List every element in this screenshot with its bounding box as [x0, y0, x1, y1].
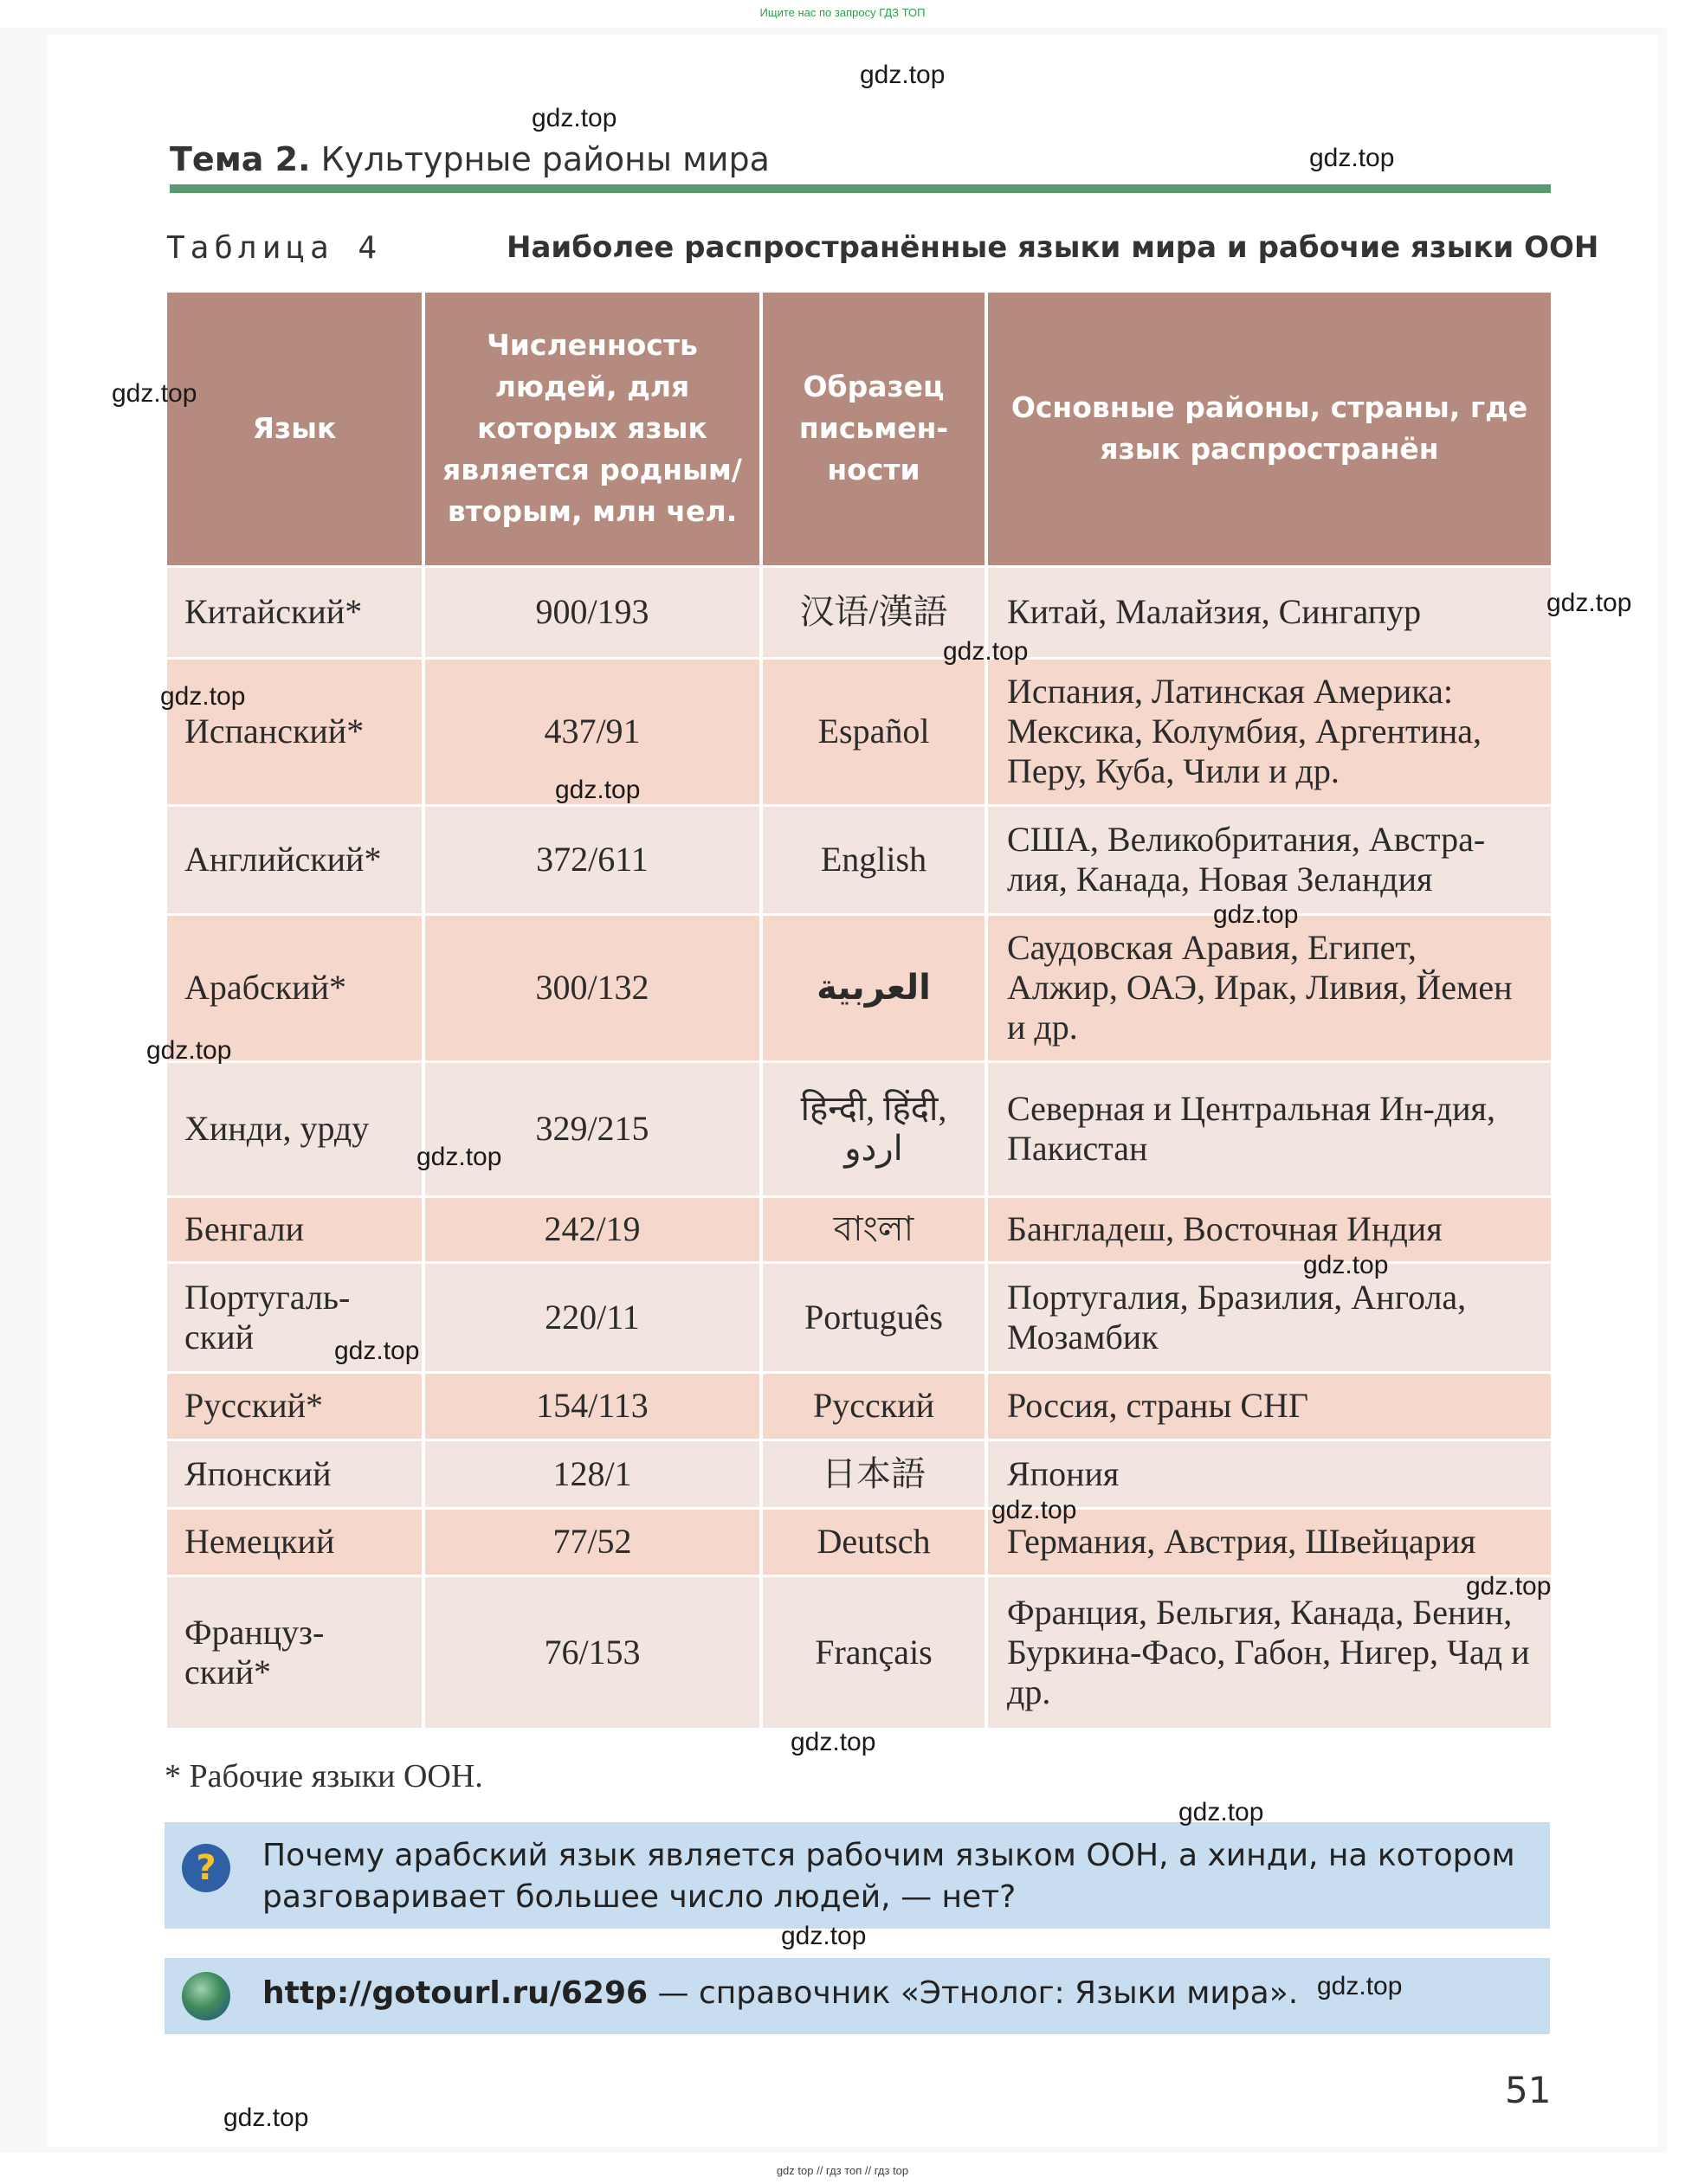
cell-regions: Япония — [986, 1440, 1551, 1508]
question-icon: ? — [182, 1844, 230, 1892]
table-row — [167, 1061, 1551, 1196]
watermark: gdz.top — [781, 1922, 867, 1950]
question-text: Почему арабский язык является рабочим языком ООН, а хинди, на котором разговаривает большее число людей, — нет? — [262, 1838, 1515, 1915]
table-caption: Наиболее распространённые языки мира и рабочие языки ООН — [507, 230, 1599, 265]
footnote: * Рабочие языки ООН. — [165, 1758, 483, 1794]
cell-sample: বাংলা — [761, 1196, 986, 1262]
cell-sample: 日本語 — [761, 1440, 986, 1508]
cell-speakers: 329/215 — [423, 1061, 761, 1196]
cell-regions: Германия, Австрия, Швейцария — [986, 1508, 1551, 1575]
cell-sample: Français — [761, 1575, 986, 1728]
top-banner: Ищите нас по запросу ГДЗ ТОП — [759, 6, 926, 19]
cell-regions: Бангладеш, Восточная Индия — [986, 1196, 1551, 1262]
cell-sample: Deutsch — [761, 1508, 986, 1575]
watermark: gdz.top — [1178, 1798, 1264, 1826]
watermark: gdz.top — [555, 776, 641, 804]
watermark: gdz.top — [1466, 1572, 1552, 1601]
cell-sample: Русский — [761, 1372, 986, 1440]
cell-sample: 汉语/漢語 — [761, 566, 986, 658]
cell-sample: Español — [761, 658, 986, 805]
table-row — [167, 658, 1551, 805]
table-row — [167, 1508, 1551, 1575]
watermark: gdz.top — [146, 1036, 232, 1065]
link-text — [262, 1975, 1298, 2011]
cell-speakers: 242/19 — [423, 1196, 761, 1262]
watermark: gdz.top — [1546, 589, 1632, 617]
cell-speakers: 220/11 — [423, 1262, 761, 1372]
cell-regions: Северная и Центральная Ин-дия, Пакистан — [986, 1061, 1551, 1196]
column-header-sample: Образец письмен-ности — [761, 293, 986, 566]
cell-sample: English — [761, 805, 986, 914]
table-number: Таблица 4 — [166, 230, 383, 266]
watermark: gdz.top — [791, 1728, 876, 1756]
column-header-speakers: Численность людей, для которых язык является родным/ вторым, млн чел. — [423, 293, 761, 566]
table-row — [167, 805, 1551, 914]
theme-label: Тема 2. — [170, 140, 311, 178]
cell-regions: Испания, Латинская Америка: Мексика, Колумбия, Аргентина, Перу, Куба, Чили и др. — [986, 658, 1551, 805]
cell-regions: США, Великобритания, Австра-лия, Канада, Новая Зеландия — [986, 805, 1551, 914]
cell-sample: हिन्दी, हिंदी, اردو — [761, 1061, 986, 1196]
table-row — [167, 1372, 1551, 1440]
cell-speakers: 437/91 — [423, 658, 761, 805]
globe-icon — [182, 1972, 230, 2020]
page-header — [170, 140, 770, 178]
watermark: gdz.top — [160, 682, 246, 711]
cell-sample: العربية — [761, 914, 986, 1061]
watermark: gdz.top — [860, 61, 946, 89]
cell-speakers: 77/52 — [423, 1508, 761, 1575]
cell-regions: Португалия, Бразилия, Ангола, Мозамбик — [986, 1262, 1551, 1372]
cell-language: Испанский* — [167, 658, 423, 805]
cell-regions: Франция, Бельгия, Канада, Бенин, Буркина-Фасо, Габон, Нигер, Чад и др. — [986, 1575, 1551, 1728]
table-row — [167, 914, 1551, 1061]
watermark: gdz.top — [334, 1337, 420, 1365]
watermark: gdz.top — [1303, 1251, 1389, 1279]
bottom-banner: gdz top // гдз топ // гдз top — [776, 2164, 909, 2177]
cell-speakers: 372/611 — [423, 805, 761, 914]
cell-regions: Саудовская Аравия, Египет, Алжир, ОАЭ, Ирак, Ливия, Йемен и др. — [986, 914, 1551, 1061]
cell-speakers: 76/153 — [423, 1575, 761, 1728]
watermark: gdz.top — [223, 2103, 309, 2132]
watermark: gdz.top — [1317, 1972, 1403, 2000]
table-row — [167, 1440, 1551, 1508]
cell-regions: Китай, Малайзия, Сингапур — [986, 566, 1551, 658]
table-row — [167, 566, 1551, 658]
cell-language: Хинди, урду — [167, 1061, 423, 1196]
table-row — [167, 1575, 1551, 1728]
table-header-row — [167, 293, 1551, 566]
link-url[interactable]: http://gotourl.ru/6296 — [262, 1975, 649, 2011]
watermark: gdz.top — [416, 1143, 502, 1171]
cell-language: Немецкий — [167, 1508, 423, 1575]
question-box — [165, 1822, 1550, 1929]
cell-language: Японский — [167, 1440, 423, 1508]
page-number: 51 — [1505, 2069, 1552, 2111]
watermark: gdz.top — [532, 104, 617, 132]
theme-title: Культурные районы мира — [320, 140, 770, 178]
watermark: gdz.top — [1309, 144, 1395, 172]
cell-speakers: 900/193 — [423, 566, 761, 658]
cell-sample: Português — [761, 1262, 986, 1372]
cell-language: Бенгали — [167, 1196, 423, 1262]
cell-language: Француз-ский* — [167, 1575, 423, 1728]
languages-table — [167, 293, 1551, 1728]
watermark: gdz.top — [991, 1496, 1077, 1524]
column-header-regions: Основные районы, страны, где язык распространён — [986, 293, 1551, 566]
cell-language: Португаль-ский — [167, 1262, 423, 1372]
cell-regions: Россия, страны СНГ — [986, 1372, 1551, 1440]
watermark: gdz.top — [112, 379, 197, 408]
cell-language: Русский* — [167, 1372, 423, 1440]
watermark: gdz.top — [943, 637, 1029, 666]
cell-language: Английский* — [167, 805, 423, 914]
cell-language: Арабский* — [167, 914, 423, 1061]
watermark: gdz.top — [1213, 900, 1299, 929]
link-description: — справочник «Этнолог: Языки мира». — [648, 1975, 1299, 2011]
header-divider — [170, 184, 1551, 193]
cell-speakers: 128/1 — [423, 1440, 761, 1508]
cell-speakers: 300/132 — [423, 914, 761, 1061]
column-header-language: Язык — [167, 293, 423, 566]
cell-language: Китайский* — [167, 566, 423, 658]
cell-speakers: 154/113 — [423, 1372, 761, 1440]
